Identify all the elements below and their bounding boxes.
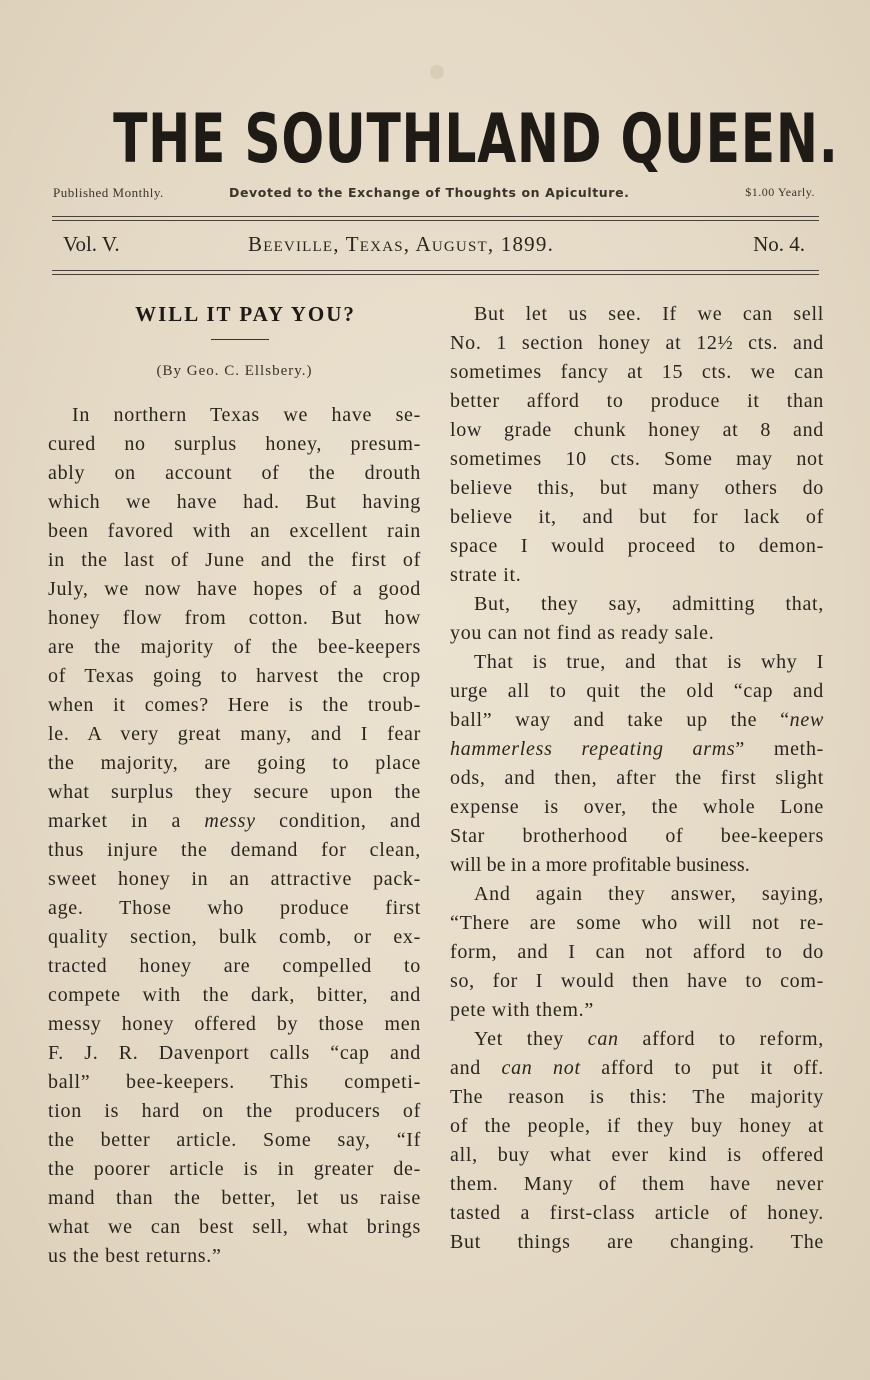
text-line: age. Those who produce first bbox=[48, 897, 421, 919]
text-line: in the last of June and the first of bbox=[48, 549, 421, 571]
text-line: In northern Texas we have se- bbox=[72, 404, 421, 426]
text-line: le. A very great many, and I fear bbox=[48, 723, 421, 745]
text-segment: ball” way and take up the “ bbox=[450, 709, 790, 731]
text-line: strate it. bbox=[450, 564, 522, 586]
text-line: the majority, are going to place bbox=[48, 752, 421, 774]
text-line: been favored with an excellent rain bbox=[48, 520, 421, 542]
text-line: the poorer article is in greater de- bbox=[48, 1158, 421, 1180]
text-line: That is true, and that is why I bbox=[474, 651, 824, 673]
text-line: tion is hard on the producers of bbox=[48, 1100, 421, 1122]
article-right-column bbox=[450, 300, 824, 1257]
title-divider bbox=[211, 339, 269, 340]
text-line: better afford to produce it than bbox=[450, 390, 824, 412]
text-line: will be in a more profitable business. bbox=[450, 854, 750, 876]
article-left-column bbox=[48, 300, 421, 1271]
text-line: you can not find as ready sale. bbox=[450, 622, 715, 644]
text-line: mand than the better, let us raise bbox=[48, 1187, 421, 1209]
article-title: WILL IT PAY YOU? bbox=[135, 302, 356, 326]
text-segment: and bbox=[450, 1057, 481, 1079]
bottom-double-rule bbox=[52, 270, 819, 275]
text-line: what surplus they secure upon the bbox=[48, 781, 421, 803]
text-line: believe it, and but for lack of bbox=[450, 506, 824, 528]
italic-segment: can bbox=[587, 1028, 619, 1050]
italic-segment: can not bbox=[501, 1057, 581, 1079]
issue-number: No. 4. bbox=[753, 232, 805, 256]
text-line: of the people, if they buy honey at bbox=[450, 1115, 824, 1137]
text-line: July, we now have hopes of a good bbox=[48, 578, 421, 600]
paper-blemish bbox=[430, 65, 444, 79]
text-line: But let us see. If we can sell bbox=[474, 303, 824, 325]
text-line: honey flow from cotton. But how bbox=[48, 607, 421, 629]
text-line: tracted honey are compelled to bbox=[48, 955, 421, 977]
text-line-mixed bbox=[450, 1054, 824, 1083]
text-segment: afford to reform, bbox=[642, 1028, 824, 1050]
text-line: which we have had. But having bbox=[48, 491, 421, 513]
subscription-price: $1.00 Yearly. bbox=[745, 185, 815, 199]
text-line: low grade chunk honey at 8 and bbox=[450, 419, 824, 441]
text-line: sometimes fancy at 15 cts. we can bbox=[450, 361, 824, 383]
text-line: expense is over, the whole Lone bbox=[450, 796, 824, 818]
issue-place-date: Beeville, Texas, August, 1899. bbox=[248, 232, 555, 256]
text-line: ball” bee-keepers. This competi- bbox=[48, 1071, 421, 1093]
italic-segment: hammerless repeating arms bbox=[450, 738, 736, 760]
text-line: The reason is this: The majority bbox=[450, 1086, 824, 1108]
masthead-motto: Devoted to the Exchange of Thoughts on Apiculture. bbox=[229, 185, 630, 200]
text-line: believe this, but many others do bbox=[450, 477, 824, 499]
text-segment: condition, and bbox=[279, 810, 421, 832]
text-segment: afford to put it off. bbox=[601, 1057, 825, 1079]
text-line: space I would proceed to demon- bbox=[450, 535, 824, 557]
text-line: when it comes? Here is the troub- bbox=[48, 694, 421, 716]
text-line: ods, and then, after the first slight bbox=[450, 767, 824, 789]
text-line: Star brotherhood of bee-keepers bbox=[450, 825, 824, 847]
text-line: And again they answer, saying, bbox=[474, 883, 824, 905]
text-line: pete with them.” bbox=[450, 999, 594, 1021]
text-line: messy honey offered by those men bbox=[48, 1013, 421, 1035]
text-line: quality section, bulk comb, or ex- bbox=[48, 926, 421, 948]
text-line: thus injure the demand for clean, bbox=[48, 839, 421, 861]
text-line: them. Many of them have never bbox=[450, 1173, 824, 1195]
publication-frequency: Published Monthly. bbox=[53, 185, 164, 200]
text-segment: Yet they bbox=[474, 1028, 564, 1050]
text-line-mixed bbox=[450, 1025, 824, 1054]
text-line: so, for I would then have to com- bbox=[450, 970, 824, 992]
text-line-mixed bbox=[48, 807, 421, 836]
text-line: sweet honey in an attractive pack- bbox=[48, 868, 421, 890]
text-line: F. J. R. Davenport calls “cap and bbox=[48, 1042, 421, 1064]
text-line: compete with the dark, bitter, and bbox=[48, 984, 421, 1006]
text-line: “There are some who will not re- bbox=[450, 912, 824, 934]
article-byline: (By Geo. C. Ellsbery.) bbox=[156, 363, 313, 379]
italic-segment: new bbox=[789, 709, 824, 731]
text-line: But things are changing. The bbox=[450, 1231, 824, 1253]
text-line: But, they say, admitting that, bbox=[474, 593, 824, 615]
text-line: us the best returns.” bbox=[48, 1245, 222, 1267]
text-line-mixed bbox=[450, 735, 824, 764]
text-line: are the majority of the bee-keepers bbox=[48, 636, 421, 658]
text-line-mixed bbox=[450, 706, 824, 735]
volume-label: Vol. V. bbox=[63, 232, 120, 256]
text-line: tasted a first-class article of honey. bbox=[450, 1202, 824, 1224]
masthead-title: THE SOUTHLAND QUEEN. bbox=[113, 100, 839, 179]
text-line: the better article. Some say, “If bbox=[48, 1129, 421, 1151]
text-line: urge all to quit the old “cap and bbox=[450, 680, 824, 702]
text-segment: market in a bbox=[48, 810, 182, 832]
text-line: cured no surplus honey, presum- bbox=[48, 433, 421, 455]
top-double-rule bbox=[52, 216, 819, 221]
text-line: form, and I can not afford to do bbox=[450, 941, 824, 963]
text-line: ably on account of the drouth bbox=[48, 462, 421, 484]
text-segment: ” meth- bbox=[735, 738, 825, 760]
text-line: all, buy what ever kind is offered bbox=[450, 1144, 824, 1166]
text-line: sometimes 10 cts. Some may not bbox=[450, 448, 824, 470]
italic-segment: messy bbox=[204, 810, 256, 832]
text-line: what we can best sell, what brings bbox=[48, 1216, 421, 1238]
text-line: No. 1 section honey at 12½ cts. and bbox=[450, 332, 824, 354]
text-line: of Texas going to harvest the crop bbox=[48, 665, 421, 687]
